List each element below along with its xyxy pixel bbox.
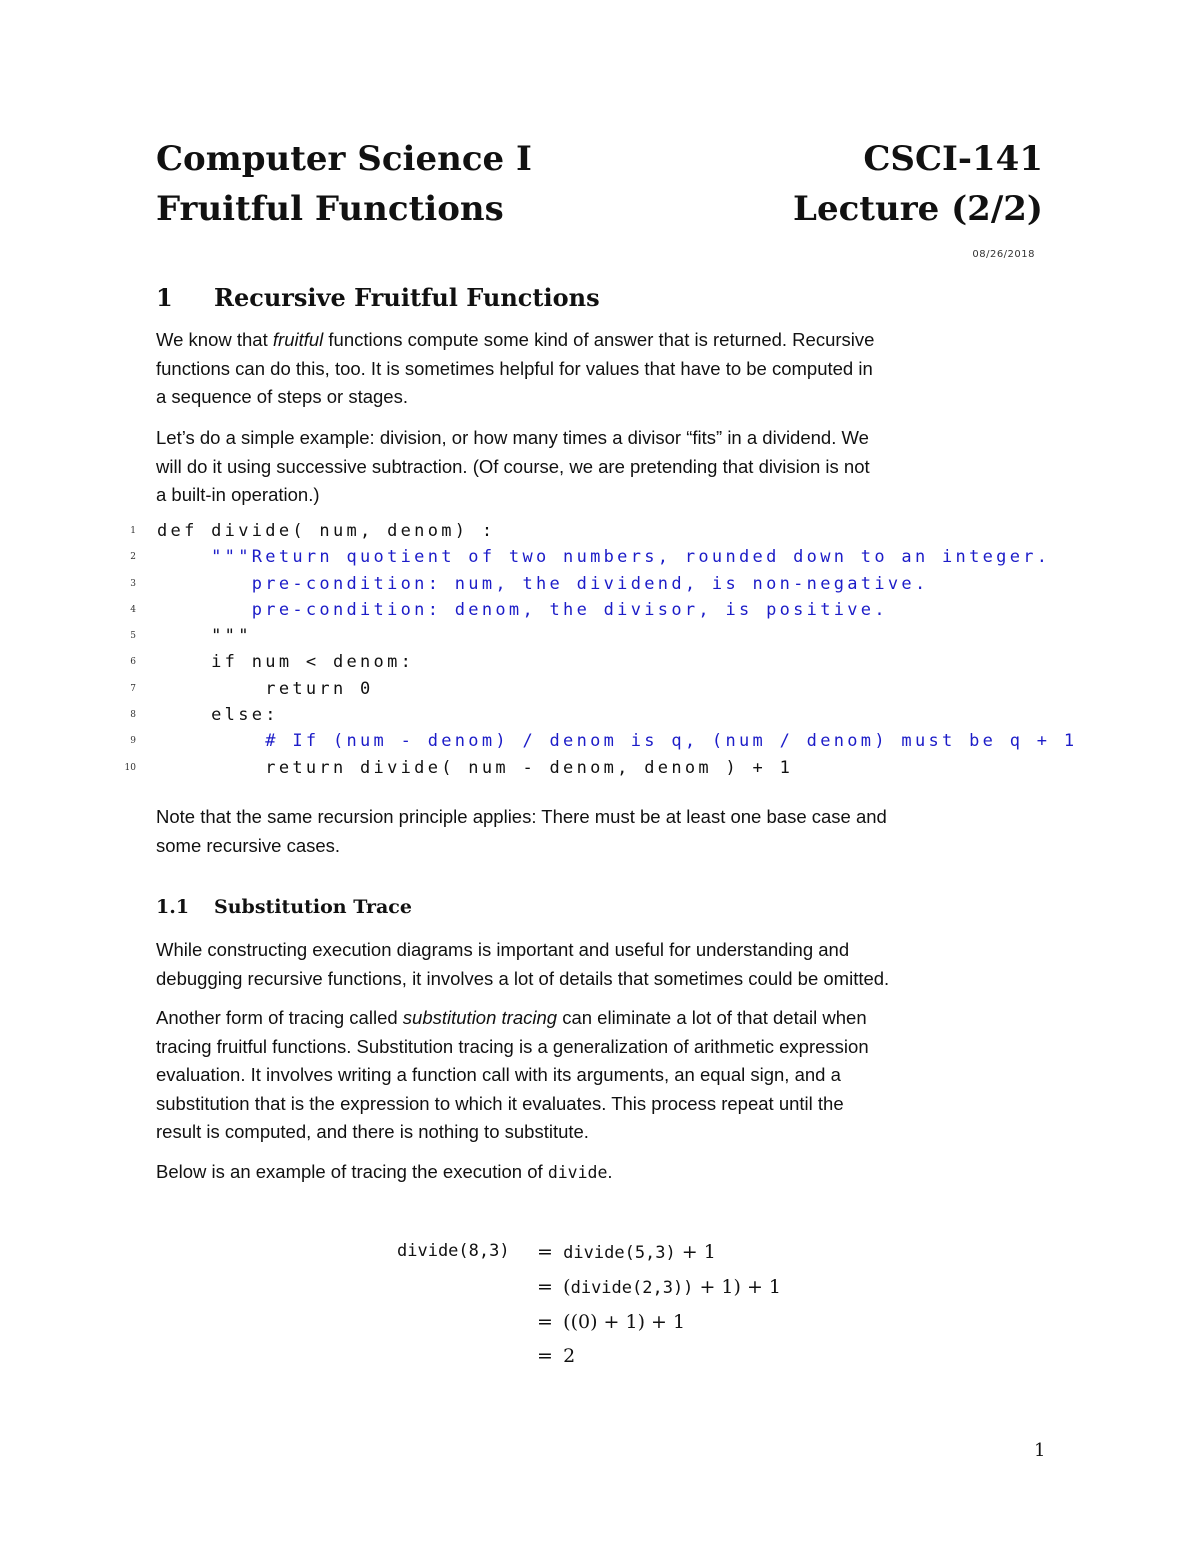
paragraph-substitution <box>156 1004 1046 1147</box>
course-code: CSCI-141 <box>863 139 1043 179</box>
text-line: tracing fruitful functions. Substitution tracing is a generalization of arithmetic expression <box>156 1035 869 1057</box>
trace-row <box>537 1243 716 1262</box>
text: functions compute some kind of answer that is returned. Recursive <box>323 329 875 350</box>
equals-sign: = <box>537 1276 553 1298</box>
text: Below is an example of tracing the execution of <box>156 1161 548 1182</box>
code-line <box>100 649 1100 675</box>
docstring-text: pre-condition: denom, the divisor, is positive. <box>157 599 888 620</box>
section-number: 1 <box>156 283 173 312</box>
docstring-text: """Return quotient of two numbers, rounded down to an integer. <box>157 547 1051 568</box>
code-line <box>100 571 1100 597</box>
trace-lhs: divide(8,3) <box>397 1241 510 1261</box>
text-line: will do it using successive subtraction. (Of course, we are pretending that division is not <box>156 455 870 477</box>
trace-expression: 2 <box>563 1345 576 1367</box>
line-number: 5 <box>130 631 136 642</box>
code-line <box>100 544 1100 570</box>
line-number: 10 <box>124 762 136 773</box>
code-text: def divide( num, denom) : <box>157 521 496 541</box>
emphasis-text: substitution tracing <box>402 1007 558 1028</box>
equals-sign: = <box>537 1241 553 1263</box>
equals-sign: = <box>537 1311 553 1333</box>
trace-expression: ( <box>563 1276 571 1298</box>
paragraph-example <box>156 424 1046 510</box>
text: We know that <box>156 329 273 350</box>
paragraph-diagrams <box>156 936 1046 993</box>
inline-code: divide <box>547 1163 608 1182</box>
paragraph-note <box>156 803 1046 860</box>
text-line: Note that the same recursion principle applies: There must be at least one base case and <box>156 806 887 827</box>
section-title: Recursive Fruitful Functions <box>214 283 600 312</box>
code-line <box>100 755 1100 781</box>
section-heading <box>156 283 600 312</box>
trace-row <box>537 1347 575 1366</box>
code-line <box>100 702 1100 728</box>
paragraph-trace-intro <box>156 1158 1046 1188</box>
text-line: a sequence of steps or stages. <box>156 386 408 407</box>
subsection-heading <box>156 896 412 918</box>
trace-expression: divide(2,3)) <box>570 1278 694 1298</box>
text-line: a built-in operation.) <box>156 484 320 505</box>
text: Another form of tracing called <box>156 1007 403 1028</box>
trace-expression: + 1) + 1 <box>693 1276 782 1298</box>
course-title: Computer Science I <box>156 139 532 179</box>
text: can eliminate a lot of that detail when <box>557 1007 867 1028</box>
line-number: 8 <box>130 710 136 721</box>
text-line: functions can do this, too. It is sometimes helpful for values that have to be computed in <box>156 357 873 379</box>
text-line: evaluation. It involves writing a function call with its arguments, an equal sign, and a <box>156 1064 841 1085</box>
text-line: debugging recursive functions, it involves a lot of details that sometimes could be omitted. <box>156 967 890 989</box>
page-number: 1 <box>1034 1440 1046 1461</box>
docstring-text: pre-condition: num, the dividend, is non-negative. <box>157 573 929 594</box>
text-line: result is computed, and there is nothing to substitute. <box>156 1121 589 1142</box>
code-text: if num < denom: <box>157 652 415 673</box>
code-text: """ <box>157 626 252 647</box>
code-line <box>100 623 1100 649</box>
line-number: 9 <box>130 736 136 747</box>
trace-expression: + 1 <box>675 1241 716 1263</box>
subsection-number: 1.1 <box>156 896 190 918</box>
text-line: some recursive cases. <box>156 834 341 856</box>
code-line <box>100 597 1100 623</box>
line-number: 7 <box>130 683 136 694</box>
code-text: return divide( num - denom, denom ) + 1 <box>157 757 794 778</box>
code-text: return 0 <box>157 678 374 699</box>
emphasis-text: fruitful <box>272 329 324 350</box>
text: . <box>607 1161 613 1182</box>
code-listing <box>100 518 1100 781</box>
code-line <box>100 676 1100 702</box>
line-number: 3 <box>130 578 136 589</box>
code-line <box>100 518 1100 544</box>
code-line <box>100 728 1100 754</box>
comment-text: # If (num - denom) / denom is q, (num / denom) must be q + 1 <box>157 731 1078 752</box>
text-line: substitution that is the expression to which it evaluates. This process repeat until the <box>156 1092 844 1114</box>
text-line: Let’s do a simple example: division, or how many times a divisor “fits” in a dividend. We <box>156 427 869 448</box>
line-number: 6 <box>130 657 136 668</box>
trace-row <box>537 1313 685 1332</box>
line-number: 2 <box>130 552 136 563</box>
line-number: 4 <box>130 604 136 615</box>
equals-sign: = <box>537 1345 553 1367</box>
code-text: else: <box>157 705 279 726</box>
text-line: While constructing execution diagrams is important and useful for understanding and <box>156 939 850 960</box>
trace-expression: divide(5,3) <box>563 1243 676 1263</box>
paragraph-intro <box>156 326 1046 412</box>
subsection-title: Substitution Trace <box>214 896 412 918</box>
lecture-date: 08/26/2018 <box>972 249 1035 260</box>
trace-expression: ((0) + 1) + 1 <box>563 1311 686 1333</box>
line-number: 1 <box>130 526 136 536</box>
lecture-topic: Fruitful Functions <box>156 189 504 229</box>
lecture-number: Lecture (2/2) <box>793 189 1043 229</box>
trace-row <box>537 1278 781 1297</box>
